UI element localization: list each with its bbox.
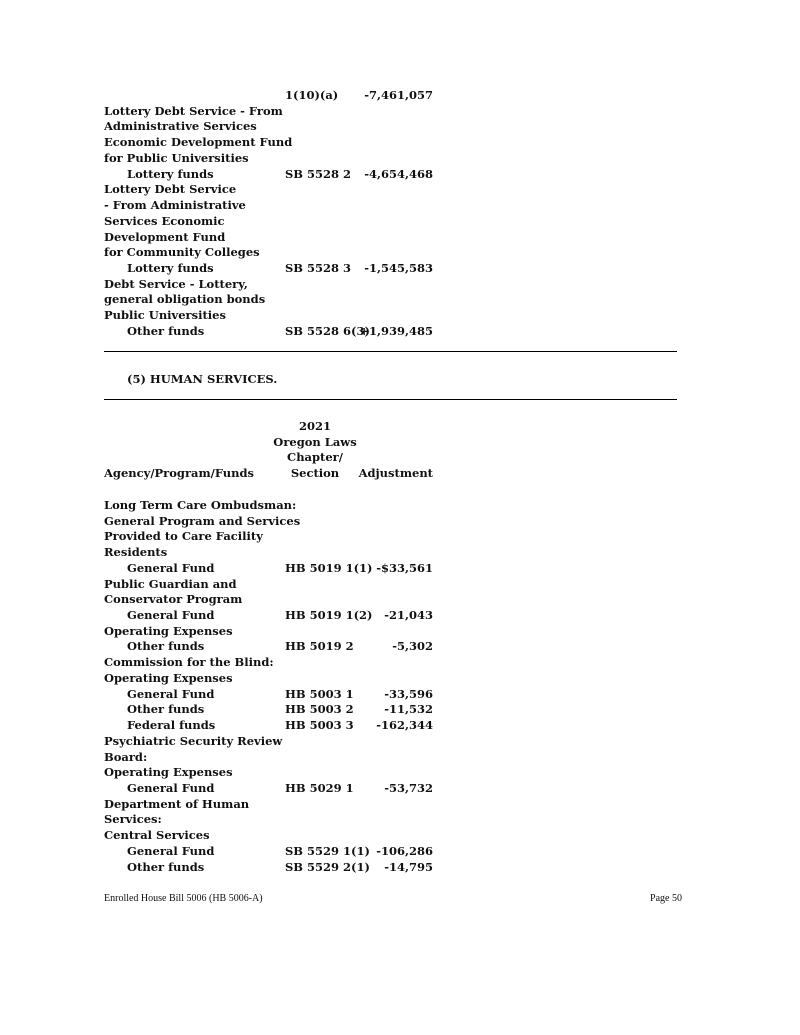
row-label: Services: <box>104 812 162 827</box>
row-label: General Fund <box>127 608 215 623</box>
row-label: Public Universities <box>104 308 226 323</box>
row-adjustment: -162,344 <box>376 718 433 733</box>
table-row <box>0 276 800 292</box>
section-rule-bottom <box>104 399 677 400</box>
row-citation: HB 5019 1(1) <box>285 560 373 575</box>
row-label: Operating Expenses <box>104 623 233 638</box>
row-adjustment: -106,286 <box>376 843 433 858</box>
row-citation: SB 5529 2(1) <box>285 859 370 874</box>
table-row <box>0 87 800 103</box>
table-row <box>0 717 800 733</box>
table-row <box>0 764 800 780</box>
row-label: Other funds <box>127 859 205 874</box>
row-label: Lottery Debt Service - From <box>104 103 283 118</box>
footer-bill-title: Enrolled House Bill 5006 (HB 5006-A) <box>104 893 263 904</box>
table-row <box>0 528 800 544</box>
section-heading: (5) HUMAN SERVICES. <box>127 372 278 386</box>
row-adjustment: -11,532 <box>384 702 433 717</box>
row-citation: SB 5528 6(3) <box>285 323 370 338</box>
row-citation: HB 5019 1(2) <box>285 608 373 623</box>
col-header-section: Section <box>290 466 340 480</box>
table-row <box>0 859 800 875</box>
table-row <box>0 670 800 686</box>
table-row <box>0 749 800 765</box>
table-row <box>0 576 800 592</box>
row-label: Administrative Services <box>104 119 257 134</box>
row-citation: HB 5029 1 <box>285 780 354 795</box>
table-row <box>0 307 800 323</box>
row-citation: HB 5019 2 <box>285 639 354 654</box>
row-label: Operating Expenses <box>104 765 233 780</box>
row-adjustment: -1,545,583 <box>364 261 433 276</box>
row-label: Economic Development Fund <box>104 135 293 150</box>
row-label: - From Administrative <box>104 198 246 213</box>
row-label: general obligation bonds <box>104 292 266 307</box>
row-citation: 1(10)(a) <box>285 88 339 102</box>
table-row <box>0 150 800 166</box>
table-row <box>0 843 800 859</box>
table-row <box>0 638 800 654</box>
row-label: General Fund <box>127 686 215 701</box>
table-row <box>0 197 800 213</box>
table-row <box>0 513 800 529</box>
row-label: for Community Colleges <box>104 245 260 260</box>
table-row <box>0 686 800 702</box>
row-citation: SB 5528 2 <box>285 166 352 181</box>
row-label: Residents <box>104 545 168 560</box>
table-row <box>0 827 800 843</box>
table-row <box>0 544 800 560</box>
row-adjustment: +1,939,485 <box>359 323 433 338</box>
table-row <box>0 733 800 749</box>
row-label: General Fund <box>127 560 215 575</box>
row-adjustment: -$33,561 <box>376 560 433 575</box>
row-citation: SB 5528 3 <box>285 261 352 276</box>
table-row <box>0 560 800 576</box>
row-label: Federal funds <box>127 718 216 733</box>
row-label: General Fund <box>127 780 215 795</box>
row-label: Lottery funds <box>127 261 214 276</box>
table-row <box>0 118 800 134</box>
row-label: Lottery Debt Service <box>104 182 237 197</box>
row-citation: HB 5003 3 <box>285 718 354 733</box>
col-header-year: 2021 <box>298 419 331 433</box>
row-label: Board: <box>104 749 148 764</box>
table-row <box>0 213 800 229</box>
row-label: Department of Human <box>104 796 250 811</box>
col-header-chapter: Chapter/ <box>287 450 343 464</box>
col-header-adjustment: Adjustment <box>358 466 433 480</box>
row-citation: HB 5003 2 <box>285 702 354 717</box>
col-header-oregon-laws: Oregon Laws <box>273 435 357 449</box>
row-label: Other funds <box>127 639 205 654</box>
row-label: Long Term Care Ombudsman: <box>104 498 297 512</box>
row-label: General Program and Services <box>104 513 301 528</box>
row-citation: SB 5529 1(1) <box>285 843 370 858</box>
table-row <box>0 623 800 639</box>
row-adjustment: -21,043 <box>384 608 433 623</box>
table-row <box>0 291 800 307</box>
row-label: Debt Service - Lottery, <box>104 276 248 291</box>
table-row <box>0 701 800 717</box>
row-adjustment: -4,654,468 <box>364 166 433 181</box>
row-label: Central Services <box>104 828 210 843</box>
table-row <box>0 654 800 670</box>
col-header-agency: Agency/Program/Funds <box>104 466 255 480</box>
table-row <box>0 166 800 182</box>
row-label: Provided to Care Facility <box>104 529 263 544</box>
row-label: Services Economic <box>104 213 225 228</box>
row-label: Other funds <box>127 702 205 717</box>
row-label: General Fund <box>127 843 215 858</box>
row-adjustment: -53,732 <box>384 780 433 795</box>
table-row <box>0 134 800 150</box>
table-row <box>0 229 800 245</box>
table-row <box>0 811 800 827</box>
row-label: Lottery funds <box>127 166 214 181</box>
row-label: Operating Expenses <box>104 670 233 685</box>
table-row <box>0 796 800 812</box>
row-label: Other funds <box>127 323 205 338</box>
table-row <box>0 103 800 119</box>
row-adjustment: -33,596 <box>384 686 433 701</box>
section-rule-top <box>104 351 677 352</box>
row-adjustment: -14,795 <box>384 859 433 874</box>
row-label: Public Guardian and <box>104 576 237 591</box>
table-row <box>0 181 800 197</box>
row-label: Conservator Program <box>104 592 243 607</box>
row-label: for Public Universities <box>104 150 249 165</box>
table-row <box>0 497 800 513</box>
table-row <box>0 607 800 623</box>
table-row <box>0 780 800 796</box>
footer-page-number: Page 50 <box>650 893 682 904</box>
row-label: Psychiatric Security Review <box>104 733 283 748</box>
row-label: Development Fund <box>104 229 226 244</box>
row-adjustment: -5,302 <box>392 639 433 654</box>
row-citation: HB 5003 1 <box>285 686 354 701</box>
row-label: Commission for the Blind: <box>104 655 274 670</box>
row-adjustment: -7,461,057 <box>364 88 433 102</box>
table-row <box>0 260 800 276</box>
table-row <box>0 244 800 260</box>
table-row <box>0 591 800 607</box>
table-row <box>0 323 800 339</box>
